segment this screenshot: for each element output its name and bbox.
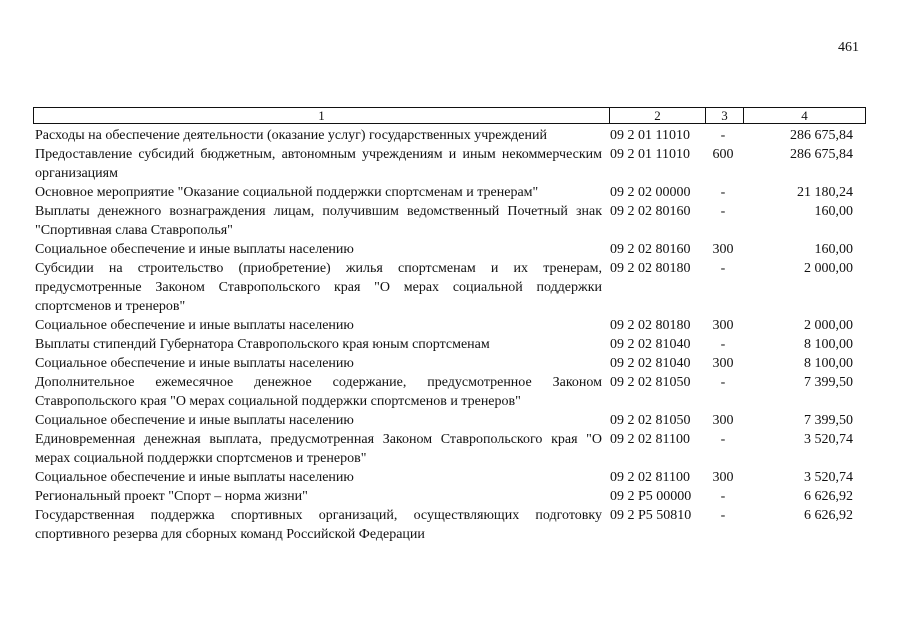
row-description: Основное мероприятие "Оказание социальной поддержки спортсменам и тренерам" [35, 185, 539, 200]
row-code: 09 2 02 81100 [610, 470, 690, 485]
row-description: Выплаты денежного вознаграждения лицам, получившим ведомственный Почетный знак "Спортивная слава Ставрополья" [35, 204, 602, 238]
row-amount: 2 000,00 [804, 261, 853, 276]
row-code: 09 2 P5 00000 [610, 489, 692, 504]
row-expense-type: - [720, 432, 726, 447]
table-row [35, 202, 865, 240]
row-code: 09 2 01 11010 [610, 128, 690, 143]
row-code: 09 2 02 81040 [610, 337, 691, 352]
row-amount: 6 626,92 [804, 508, 853, 523]
row-description: Социальное обеспечение и иные выплаты населению [35, 413, 354, 428]
row-description: Дополнительное ежемесячное денежное содержание, предусмотренное Законом Ставропольского края "О мерах социальной поддержки спортсменов и тренеров" [35, 375, 602, 409]
row-description: Социальное обеспечение и иные выплаты населению [35, 242, 354, 257]
row-amount: 286 675,84 [790, 147, 853, 162]
row-amount: 7 399,50 [804, 375, 853, 390]
table-row [35, 430, 865, 468]
row-amount: 160,00 [814, 204, 853, 219]
row-description: Выплаты стипендий Губернатора Ставропольского края юным спортсменам [35, 337, 490, 352]
row-description: Субсидии на строительство (приобретение) жилья спортсменам и их тренерам, предусмотренные Законом Ставропольского края "О мерах социальной поддержки спортсменов и тренеров" [35, 261, 602, 314]
table-row [35, 240, 865, 259]
row-expense-type: 300 [712, 413, 734, 428]
header-col-1: 1 [34, 108, 610, 123]
row-description: Расходы на обеспечение деятельности (оказание услуг) государственных учреждений [35, 128, 547, 143]
row-expense-type: 300 [712, 318, 734, 333]
row-description: Социальное обеспечение и иные выплаты населению [35, 318, 354, 333]
row-description: Государственная поддержка спортивных организаций, осуществляющих подготовку спортивного резерва для сборных команд Российской Федерации [35, 508, 602, 542]
table-row [35, 316, 865, 335]
table-row [35, 506, 865, 544]
row-expense-type: 600 [712, 147, 734, 162]
table-row [35, 126, 865, 145]
row-expense-type: - [720, 185, 726, 200]
table-body [35, 126, 865, 544]
table-row [35, 487, 865, 506]
row-description: Социальное обеспечение и иные выплаты населению [35, 356, 354, 371]
row-amount: 3 520,74 [804, 432, 853, 447]
header-col-3: 3 [706, 108, 744, 123]
row-expense-type: - [720, 489, 726, 504]
row-expense-type: - [720, 337, 726, 352]
row-amount: 160,00 [814, 242, 853, 257]
row-expense-type: 300 [712, 242, 734, 257]
page-number: 461 [838, 40, 859, 55]
table-row [35, 411, 865, 430]
row-amount: 286 675,84 [790, 128, 853, 143]
row-amount: 8 100,00 [804, 356, 853, 371]
row-code: 09 2 01 11010 [610, 147, 690, 162]
row-amount: 8 100,00 [804, 337, 853, 352]
row-expense-type: 300 [712, 470, 734, 485]
table-row [35, 354, 865, 373]
row-amount: 2 000,00 [804, 318, 853, 333]
row-description: Региональный проект "Спорт – норма жизни" [35, 489, 308, 504]
header-col-2: 2 [610, 108, 706, 123]
row-code: 09 2 02 81040 [610, 356, 691, 371]
header-col-4: 4 [801, 108, 808, 123]
row-expense-type: - [720, 508, 726, 523]
row-expense-type: - [720, 261, 726, 276]
row-code: 09 2 02 80160 [610, 204, 691, 219]
row-code: 09 2 02 81100 [610, 432, 690, 447]
row-description: Предоставление субсидий бюджетным, автономным учреждениям и иным некоммерческим организациям [35, 147, 602, 181]
row-code: 09 2 02 81050 [610, 413, 691, 428]
table-row [35, 335, 865, 354]
row-expense-type: - [720, 204, 726, 219]
table-row [35, 373, 865, 411]
row-expense-type: - [720, 375, 726, 390]
table-header [33, 107, 866, 124]
row-code: 09 2 02 80180 [610, 318, 691, 333]
table-row [35, 468, 865, 487]
table-row [35, 145, 865, 183]
row-expense-type: 300 [712, 356, 734, 371]
row-amount: 6 626,92 [804, 489, 853, 504]
row-amount: 7 399,50 [804, 413, 853, 428]
table-row [35, 259, 865, 316]
row-code: 09 2 02 81050 [610, 375, 691, 390]
row-code: 09 2 02 80180 [610, 261, 691, 276]
row-amount: 3 520,74 [804, 470, 853, 485]
row-code: 09 2 02 80160 [610, 242, 691, 257]
row-description: Единовременная денежная выплата, предусмотренная Законом Ставропольского края "О мерах социальной поддержки спортсменов и тренеров" [35, 432, 602, 466]
row-description: Социальное обеспечение и иные выплаты населению [35, 470, 354, 485]
table-row [35, 183, 865, 202]
row-code: 09 2 P5 50810 [610, 508, 692, 523]
row-code: 09 2 02 00000 [610, 185, 691, 200]
row-amount: 21 180,24 [797, 185, 853, 200]
row-expense-type: - [720, 128, 726, 143]
